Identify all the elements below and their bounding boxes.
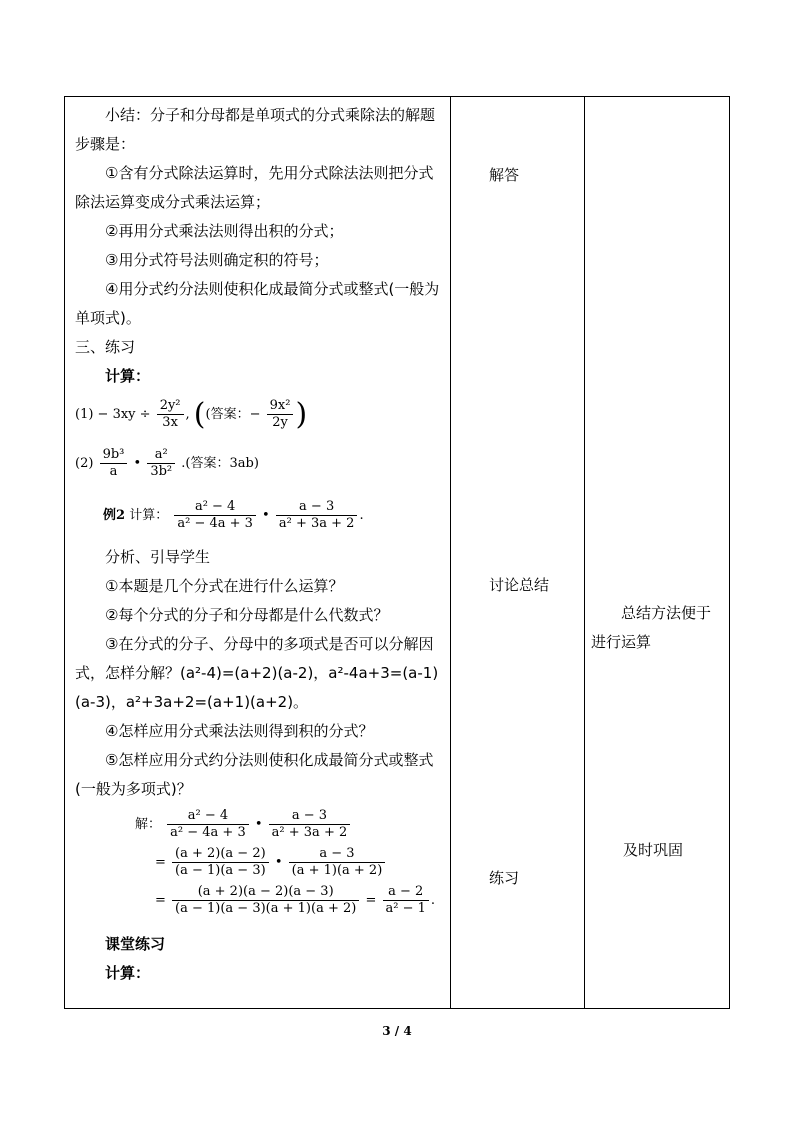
section-practice-heading: 三、练习 <box>75 338 136 356</box>
example-2-calc: 计算： <box>129 508 169 523</box>
ex2-fraction-1: $\frac{\text{9b³}}{a}$ <box>100 447 128 480</box>
example-2-fraction-1: $\frac{\text{a² − 4}}{\text{a² − 4a + 3}}$ <box>174 499 256 532</box>
intent-consolidate: 及时巩固 <box>623 841 684 859</box>
question-2: ②每个分式的分子和分母都是什么代数式？ <box>105 606 389 624</box>
exercise-2: (2) $\frac{\text{9b³}}{a}$ • $\frac{\text{a²}}{\text{3b²}}$ .(答案：3ab) <box>75 447 259 479</box>
question-5: ⑤怎样应用分式约分法则使积化成最简分式或整式(一般为多项式)？ <box>75 751 434 798</box>
ex1-prefix: (1) − 3xy ÷ <box>75 407 151 422</box>
ex1-answer-label: (答案：− <box>205 407 261 422</box>
solution-label: 解： <box>135 817 162 832</box>
calc-label: 计算： <box>105 367 151 385</box>
column-divider-1 <box>450 97 451 1008</box>
ex2-fraction-2: $\frac{\text{a²}}{\text{3b²}}$ <box>147 447 175 480</box>
calc-label-2: 计算： <box>105 964 151 982</box>
ex1-fraction: $\frac{\text{2y²}}{3x}$ <box>157 398 184 431</box>
student-activity-answer: 解答 <box>489 166 520 184</box>
step-3: ③用分式符号法则确定积的符号； <box>105 251 329 269</box>
solution: 解： $\frac{\text{a² − 4}}{\text{a² − 4a + 3}}$ • $\frac{a - 3}{\text{a² + 3a + 2}}$ = $\frac{(a + 2)(a - 2)}{(a - 1)(a - 3)}$ • $\frac{a - 3}{(a + 1)(a + 2)}$ = $\frac{(a + 2)(a - 2)(a - 3)}{(a - 1)(a - 3)(a + 1)(a + 2)}$ = $\frac{a - 2}{\text{a² − 1}}$ . <box>135 808 436 916</box>
analysis-heading: 分析、引导学生 <box>105 548 211 566</box>
example-2: 例2 计算： $\frac{\text{a² − 4}}{\text{a² − 4a + 3}}$ • $\frac{a - 3}{\text{a² + 3a + 2}}$ . <box>103 499 364 531</box>
student-activity-discuss: 讨论总结 <box>489 576 550 594</box>
step-4: ④用分式约分法则使积化成最简分式或整式(一般为单项式)。 <box>75 280 440 327</box>
lesson-table <box>64 96 730 1009</box>
teaching-content-column <box>65 97 450 988</box>
ex2-prefix: (2) <box>75 456 94 471</box>
summary-title: 小结：分子和分母都是单项式的分式乘除法的解题步骤是： <box>75 106 436 153</box>
class-practice-heading: 课堂练习 <box>105 935 166 953</box>
question-1: ①本题是几个分式在进行什么运算？ <box>105 577 344 595</box>
question-3: ③在分式的分子、分母中的多项式是否可以分解因式，怎样分解？(a²-4)=(a+2)(a-2)，a²-4a+3=(a-1)(a-3)，a²+3a+2=(a+1)(a+2)。 <box>75 635 439 711</box>
step-2: ②再用分式乘法法则得出积的分式； <box>105 222 344 240</box>
page-number: 3 / 4 <box>382 1024 412 1038</box>
example-2-label: 例2 <box>103 508 126 523</box>
ex2-answer: .(答案：3ab) <box>181 456 259 471</box>
exercise-1: (1) − 3xy ÷ $\frac{\text{2y²}}{3x}$ , ((答案：− $\frac{\text{9x²}}{2y}$ ) <box>75 397 308 432</box>
intent-summary-method: 总结方法便于进行运算 <box>591 604 712 651</box>
student-activity-practice: 练习 <box>489 869 520 887</box>
step-1: ①含有分式除法运算时，先用分式除法法则把分式除法运算变成分式乘法运算； <box>75 164 434 211</box>
question-4: ④怎样应用分式乘法法则得到积的分式？ <box>105 722 374 740</box>
column-divider-2 <box>584 97 585 1008</box>
ex1-answer-fraction: $\frac{\text{9x²}}{2y}$ <box>267 398 294 431</box>
example-2-fraction-2: $\frac{a - 3}{\text{a² + 3a + 2}}$ <box>276 499 358 532</box>
